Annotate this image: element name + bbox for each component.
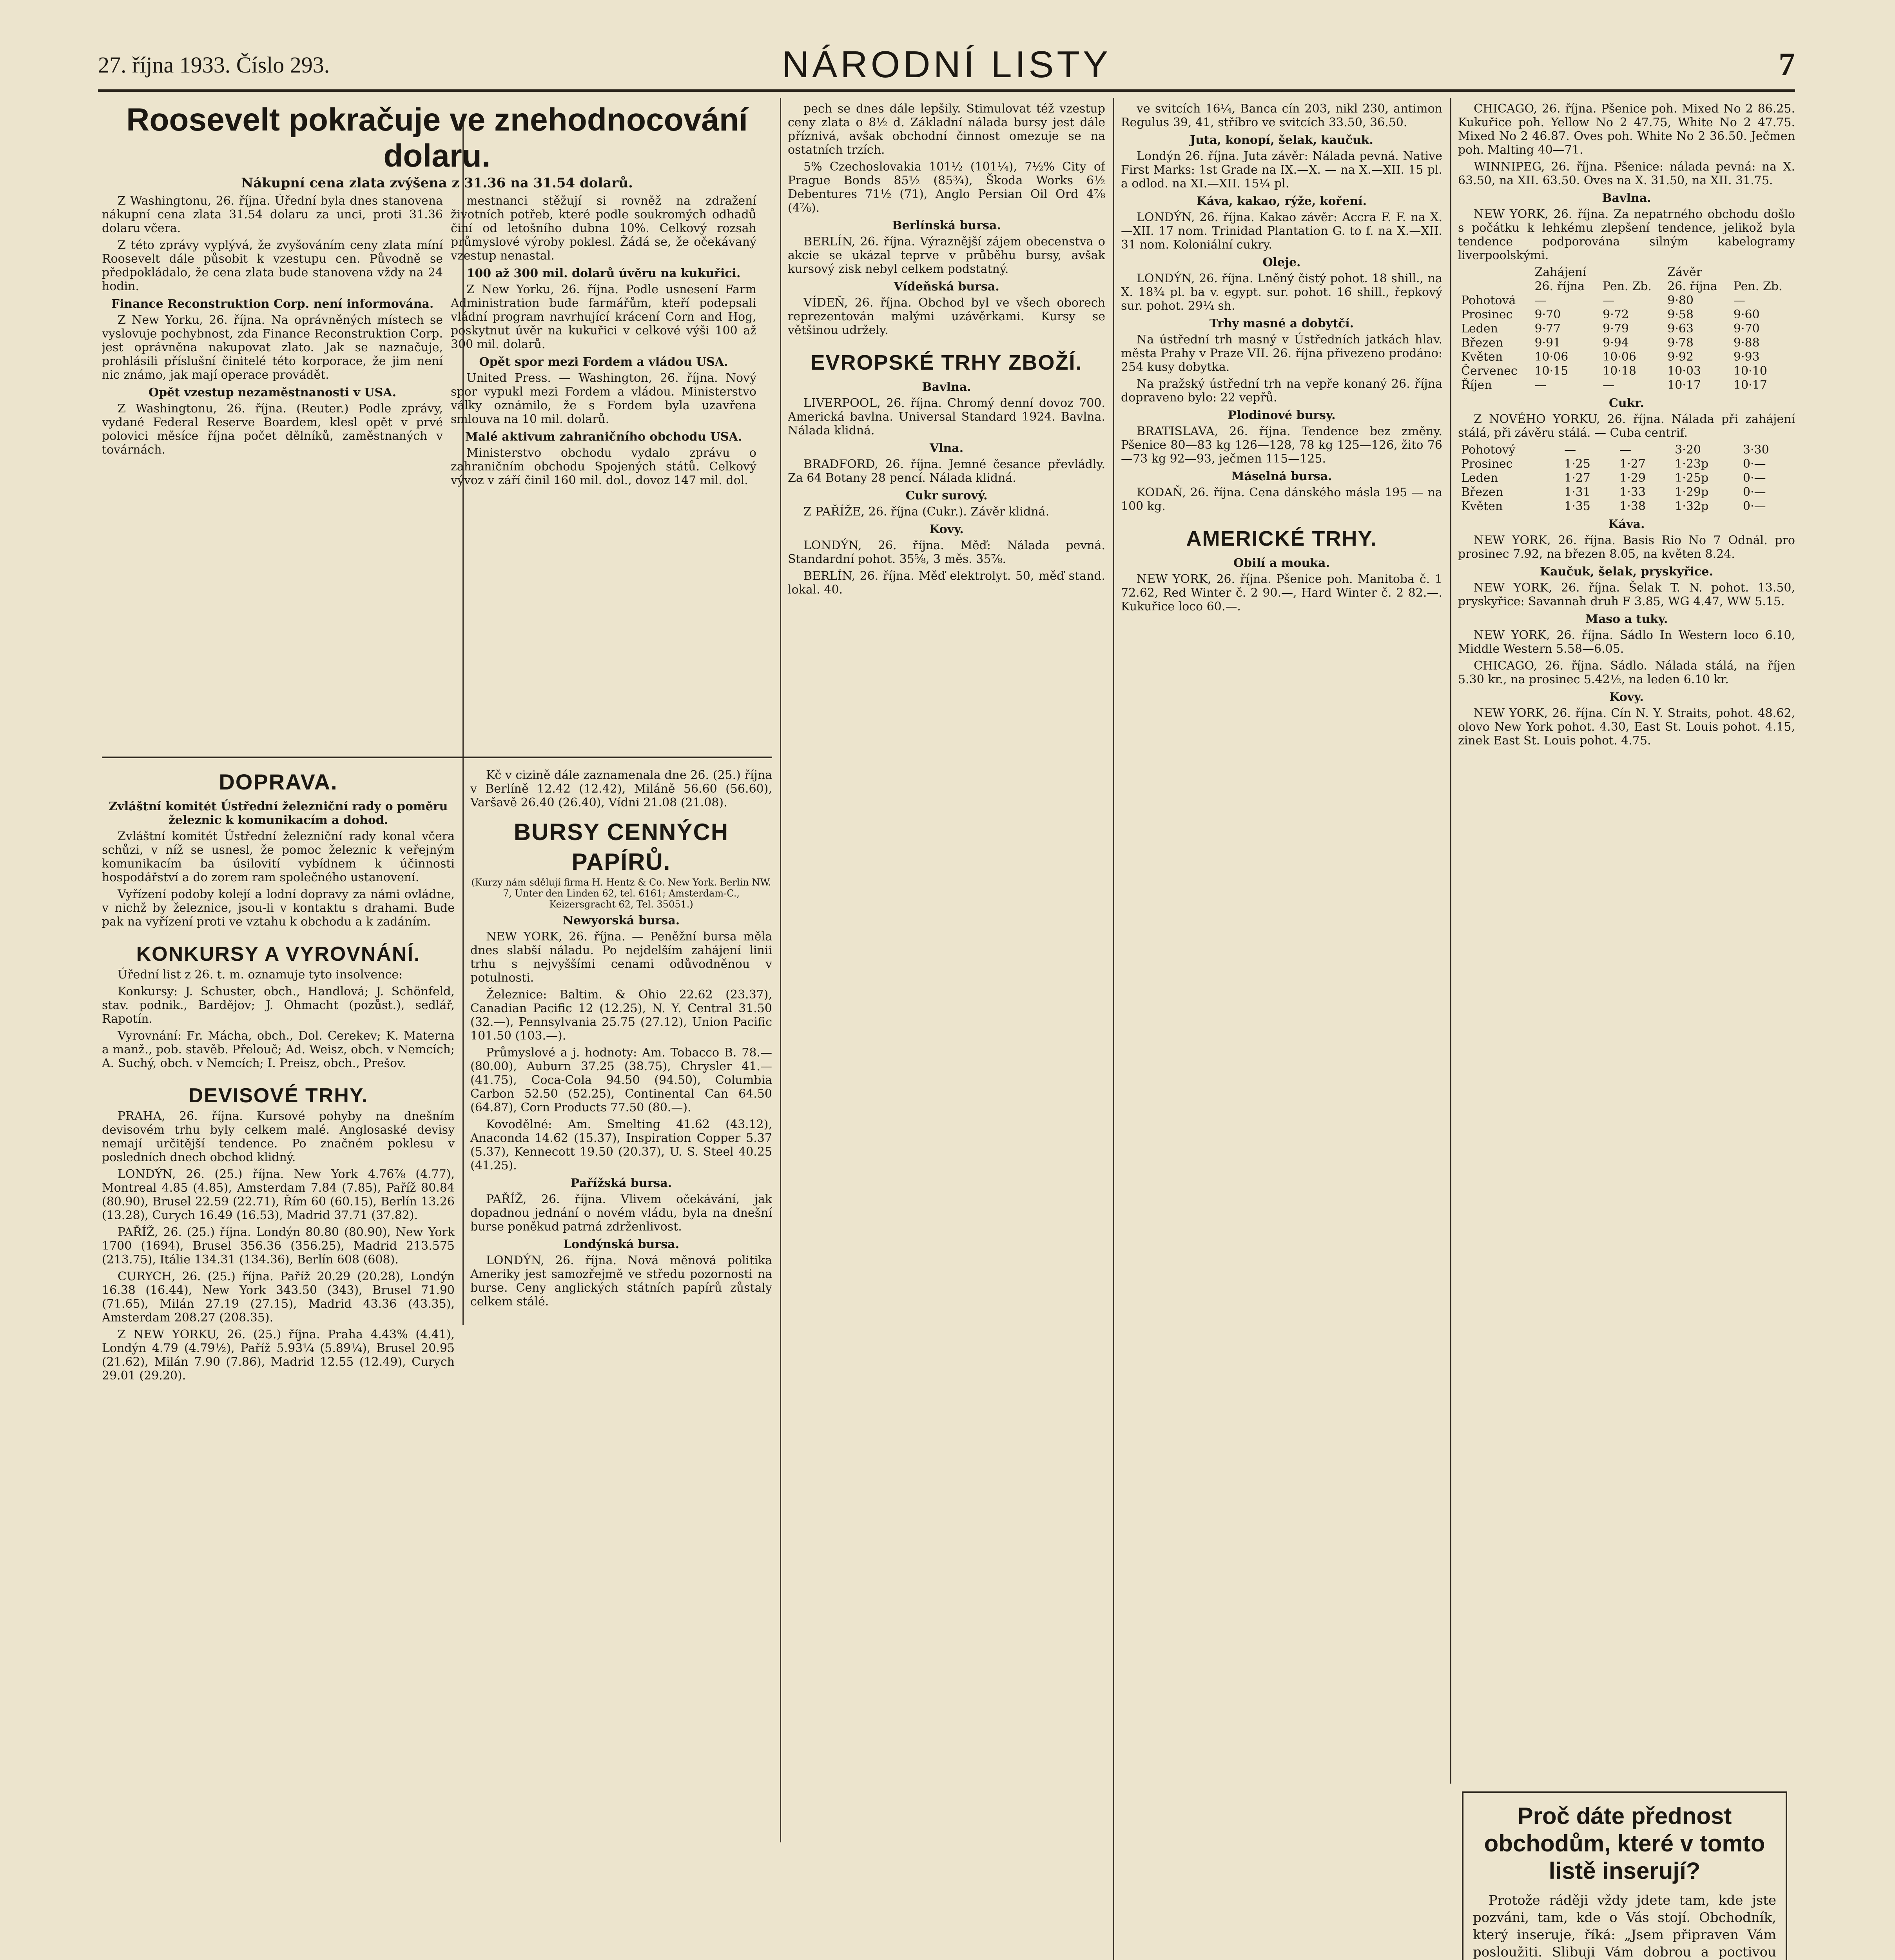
article-paragraph: LONDÝN, 26. října. Kakao závěr: Accra F. F. na X.—XII. 17 nom. Trinidad Plantation G. to f. na X.—XII. 31 nom. Koloniální cukry.	[1121, 211, 1442, 252]
table-cell: 9·79	[1603, 322, 1629, 336]
table-cell	[1599, 265, 1664, 279]
table-cell: 9·63	[1667, 322, 1694, 336]
section-heading: Oleje.	[1262, 256, 1301, 269]
article-paragraph: CURYCH, 26. (25.) října. Paříž 20.29 (20.28), Londýn 16.38 (16.44), New York 343.50 (343), Brusel 71.90 (71.65), Milán 27.19 (27.15), Madrid 43.36 (43.35), Amsterdam 208.27 (208.35).	[102, 1270, 455, 1325]
article-paragraph: Vyřízení podoby kolejí a lodní dopravy za námi ovládne, v nichž by železnice, jsou-li v kontaktu s drahami. Bude pak na vyřízení proti ve vztahu k obchodu a k zadáním.	[102, 887, 455, 929]
table-row	[1458, 485, 1795, 499]
section-heading: Plodinové bursy.	[1228, 408, 1336, 422]
article-paragraph: Z New Yorku, 26. října. Na oprávněných místech se vyslovuje pochybnost, zda Finance Reconstruktion Corp. jest oprávněna nakupovat zlato. Jak se naznačuje, prohlásili příslušní činitelé této korporace, že jim není nic známo, jak mají operace provádět.	[102, 313, 443, 382]
table-cell: 1·35	[1564, 499, 1590, 513]
table-cell: 3·20	[1675, 443, 1701, 457]
article-paragraph: NEW YORK, 26. října. Za nepatrného obchodu došlo s počátku k lehkému zlepšení tendence, jelikož byla tendence podporována silným kabelogramy liverpoolskými.	[1458, 207, 1795, 262]
article-paragraph: Z PAŘÍŽE, 26. října (Cukr.). Závěr klidná.	[803, 505, 1050, 519]
section-heading: Maso a tuky.	[1585, 612, 1668, 626]
article-paragraph: Na pražský ústřední trh na vepře konaný 26. října dopraveno bylo: 22 vepřů.	[1121, 377, 1442, 405]
section-title-americke: AMERICKÉ TRHY.	[1186, 527, 1377, 550]
table-cell: 26. října	[1534, 279, 1585, 293]
table-cell: Prosinec	[1461, 457, 1513, 471]
table-cell: 9·70	[1733, 322, 1760, 336]
table-cell: 9·94	[1603, 336, 1629, 350]
advert-box	[1462, 1791, 1787, 1960]
table-cell: Květen	[1461, 499, 1503, 513]
section-heading: Obilí a mouka.	[1233, 556, 1330, 570]
article-paragraph: Z NOVÉHO YORKU, 26. října. Nálada při zahájení stálá, při závěru stálá. — Cuba centrif.	[1458, 412, 1795, 440]
column-separator	[1113, 98, 1114, 1960]
section-rule	[102, 757, 772, 758]
section-heading: Finance Reconstruktion Corp. není informována.	[111, 297, 434, 311]
table-row	[1458, 308, 1795, 322]
section-heading: Vídeňská bursa.	[894, 280, 999, 294]
section-heading: Vlna.	[929, 441, 964, 455]
table-cell: 9·88	[1733, 336, 1760, 350]
article-paragraph: NEW YORK, 26. října. Basis Rio No 7 Odnál. pro prosinec 7.92, na březen 8.05, na květen 8.24.	[1458, 534, 1795, 561]
article-paragraph: LONDÝN, 26. října. Měď: Nálada pevná. Standardní pohot. 35⅝, 3 měs. 35⅞.	[788, 539, 1105, 566]
advert-title: Proč dáte přednost obchodům, které v tomto listě inserují?	[1484, 1803, 1765, 1884]
table-cell: 1·29p	[1675, 485, 1709, 499]
section-heading: Berlínská bursa.	[892, 219, 1001, 232]
section-heading: Káva.	[1608, 517, 1645, 531]
table-cell: —	[1564, 443, 1576, 457]
article-paragraph: NEW YORK, 26. října. Cín N. Y. Straits, pohot. 48.62, olovo New York pohot. 4.30, East St. Louis pohot. 4.15, zinek East St. Louis pohot. 4.75.	[1458, 706, 1795, 748]
article-paragraph: LIVERPOOL, 26. října. Chromý denní dovoz 700. Americká bavlna. Universal Standard 1924. Bavlna. Nálada klidná.	[788, 396, 1105, 437]
table-cell: 9·70	[1534, 308, 1561, 321]
table-cell: 10·17	[1667, 378, 1701, 392]
article-paragraph: ve svitcích 16¼, Banca cín 203, nikl 230, antimon Regulus 39, 41, stříbro ve svitcích 33.50, 36.50.	[1121, 102, 1442, 129]
table-cell: —	[1733, 294, 1745, 307]
article-paragraph: Vyrovnání: Fr. Mácha, obch., Dol. Cerekev; K. Materna a manž., pob. stavěb. Přelouč; Ad. Weisz, obch. v Nemcích; A. Suchý, obch. v Nemcích; I. Preisz, obch., Prešov.	[102, 1029, 455, 1070]
table-row	[1458, 378, 1795, 392]
article-paragraph: United Press. — Washington, 26. října. Nový spor vypukl mezi Fordem a vládou. Ministerstvo války oznámilo, že s Fordem byla uzavřena smlouva na 10 mil. dolarů.	[451, 371, 756, 426]
section-heading: Opět vzestup nezaměstnanosti v USA.	[148, 386, 397, 399]
article-subtitle: Nákupní cena zlata zvýšena z 31.36 na 31.54 dolarů.	[241, 175, 633, 191]
article-paragraph: Z NEW YORKU, 26. (25.) října. Praha 4.43% (4.41), Londýn 4.79 (4.79½), Paříž 5.93¼ (5.89¼), Brusel 20.95 (21.62), Milán 7.90 (7.86), Madrid 12.55 (12.49), Curych 29.01 (29.20).	[102, 1328, 455, 1383]
table-cell: —	[1603, 294, 1615, 307]
section-heading: Bavlna.	[1602, 191, 1651, 205]
article-paragraph: PAŘÍŽ, 26. (25.) října. Londýn 80.80 (80.90), New York 1700 (1694), Brusel 356.36 (356.25), Madrid 213.575 (213.75), Itálie 134.31 (134.36), Berlín 608 (608).	[102, 1225, 455, 1267]
article-paragraph: Konkursy: J. Schuster, obch., Handlová; J. Schönfeld, stav. podnik., Bardějov; J. Ohmacht (pozůst.), sedlář, Rapotín.	[102, 985, 455, 1026]
table-cell: 10·17	[1733, 378, 1767, 392]
table-cell: Leden	[1461, 471, 1498, 485]
table-cell: 3·30	[1743, 443, 1769, 457]
sugar-rows	[1458, 443, 1795, 514]
section-title-konkursy: KONKURSY A VYROVNÁNÍ.	[136, 943, 421, 965]
table-row	[1458, 443, 1795, 457]
section-title-bursy: BURSY CENNÝCH PAPÍRŮ.	[513, 819, 729, 875]
article-paragraph: PRAHA, 26. října. Kursové pohyby na dnešním devisovém trhu byly celkem malé. Anglosaské devisy nemají určitější tendence. Po značném poklesu v posledních dnech obchod klidný.	[102, 1109, 455, 1164]
cotton-table	[1458, 265, 1795, 392]
article-paragraph: BERLÍN, 26. října. Měď elektrolyt. 50, měď stand. lokal. 40.	[788, 569, 1105, 597]
table-row	[1458, 350, 1795, 364]
table-cell: Pen. Zb.	[1733, 279, 1783, 293]
table-cell: 1·31	[1564, 485, 1590, 499]
section-heading: Káva, kakao, rýže, koření.	[1196, 194, 1367, 208]
section-title-evropske: EVROPSKÉ TRHY ZBOŽÍ.	[811, 351, 1083, 374]
table-cell: Březen	[1461, 336, 1503, 350]
table-row	[1458, 364, 1795, 378]
header-rule	[98, 89, 1795, 92]
table-cell: 9·80	[1667, 294, 1694, 307]
advert-body: Protože ráději vždy jdete tam, kde jste pozváni, tam, kde o Vás stojí. Obchodník, který inseruje, říká: „Jsem připraven Vám posloužiti. Slibuji Vám dobrou a poctivou	[1473, 1893, 1776, 1960]
cotton-rows	[1458, 294, 1795, 392]
section-heading: Opět spor mezi Fordem a vládou USA.	[479, 355, 728, 369]
table-cell: 10·18	[1603, 364, 1637, 378]
section-heading: Cukr.	[1609, 396, 1644, 410]
table-cell: Pohotový	[1461, 443, 1516, 457]
section-heading: Kovy.	[1609, 690, 1644, 704]
section-heading: Kaučuk, šelak, pryskyřice.	[1540, 565, 1713, 579]
table-cell: 1·32p	[1675, 499, 1709, 513]
section-heading: Máselná bursa.	[1231, 470, 1332, 483]
table-cell: 10·06	[1534, 350, 1569, 364]
article-paragraph: BRADFORD, 26. října. Jemné česance převládly. Za 64 Botany 28 pencí. Nálada klidná.	[788, 457, 1105, 485]
column-1-lower	[102, 768, 455, 1960]
article-paragraph: Úřední list z 26. t. m. oznamuje tyto insolvence:	[118, 968, 403, 982]
article-paragraph: KODAŇ, 26. října. Cena dánského másla 195 — na 100 kg.	[1121, 486, 1442, 513]
table-row	[1458, 471, 1795, 485]
article-paragraph: NEW YORK, 26. října. Sádlo In Western loco 6.10, Middle Western 5.58—6.05.	[1458, 628, 1795, 656]
table-cell: 10·03	[1667, 364, 1701, 378]
section-heading: Pařížská bursa.	[570, 1176, 672, 1190]
table-cell: Pen. Zb.	[1603, 279, 1652, 293]
table-cell: Závěr	[1667, 265, 1702, 279]
table-cell: 1·29	[1619, 471, 1646, 485]
article-paragraph: Průmyslové a j. hodnoty: Am. Tobacco B. 78.— (80.00), Auburn 37.25 (38.75), Chrysler 41.— (41.75), Coca-Cola 94.50 (94.50), Columbia Carbon 52.50 (52.25), Continental Can 64.50 (64.87), Corn Products 77.50 (80.—).	[470, 1046, 772, 1114]
table-row	[1458, 457, 1795, 471]
article-paragraph: Ministerstvo obchodu vydalo zprávu o zahraničním obchodu Spojených států. Celkový vývoz v září činil 160 mil. dol., dovoz 147 mil. dol.	[451, 446, 756, 487]
table-cell: Pohotová	[1461, 294, 1516, 307]
table-cell: 9·72	[1603, 308, 1629, 321]
table-cell: 9·93	[1733, 350, 1760, 364]
table-cell: 1·27	[1619, 457, 1646, 471]
article-paragraph: Železnice: Baltim. & Ohio 22.62 (23.37), Canadian Pacific 12 (12.25), N. Y. Central 31.50 (32.—), Pennsylvania 25.75 (27.12), Union Pacific 101.50 (103.—).	[470, 988, 772, 1043]
table-cell: 0·—	[1743, 471, 1766, 485]
article-paragraph: NEW YORK, 26. října. Šelak T. N. pohot. 13.50, pryskyřice: Savannah druh F 3.85, WG 4.47, WW 5.15.	[1458, 581, 1795, 608]
table-cell: 9·77	[1534, 322, 1561, 336]
article-paragraph: Kč v cizině dále zaznamenala dne 26. (25.) října v Berlíně 12.42 (12.42), Miláně 56.60 (56.60), Varšavě 26.40 (26.40), Vídni 21.08 (21.08).	[470, 768, 772, 809]
article-title: Roosevelt pokračuje ve znehodnocování dolaru.	[126, 102, 748, 174]
page-header	[98, 43, 1795, 86]
table-cell: 26. října	[1667, 279, 1717, 293]
table-cell: 9·78	[1667, 336, 1694, 350]
article-paragraph: LONDÝN, 26. října. Lněný čistý pohot. 18 shill., na X. 18¾ pl. ba v. egypt. sur. pohot. 16 shill., řepkový sur. pohot. 29¼ sh.	[1121, 272, 1442, 313]
table-cell: 10·06	[1603, 350, 1637, 364]
table-cell: 0·—	[1743, 485, 1766, 499]
masthead: NÁRODNÍ LISTY	[782, 44, 1112, 85]
table-cell	[1458, 279, 1531, 294]
table-cell: 1·25	[1564, 457, 1590, 471]
section-heading: Newyorská bursa.	[562, 914, 680, 927]
table-row	[1458, 279, 1795, 294]
table-cell: Leden	[1461, 322, 1498, 336]
table-cell: 9·91	[1534, 336, 1561, 350]
table-cell	[1458, 265, 1531, 279]
table-cell: 1·25p	[1675, 471, 1709, 485]
table-cell: —	[1534, 294, 1547, 307]
table-cell: Říjen	[1461, 378, 1492, 392]
article-paragraph: Z této zprávy vyplývá, že zvyšováním ceny zlata míní Roosevelt dále působit k vzestupu cen. Původně se předpokládalo, že cena zlata bude stanovena vždy na 24 hodin.	[102, 238, 443, 293]
table-row	[1458, 294, 1795, 308]
article-paragraph: BRATISLAVA, 26. října. Tendence bez změny. Pšenice 80—83 kg 126—128, 78 kg 125—126, žito 76—73 kg 92—93, ječmen 115—125.	[1121, 425, 1442, 466]
issue-date: 27. října 1933. Číslo 293.	[98, 52, 330, 78]
table-cell: —	[1534, 378, 1547, 392]
table-cell: 1·27	[1564, 471, 1590, 485]
table-cell: 10·10	[1733, 364, 1767, 378]
table-cell: 0·—	[1743, 457, 1766, 471]
table-cell: Prosinec	[1461, 308, 1513, 321]
article-paragraph: Na ústřední trh masný v Ústředních jatkách hlav. města Prahy v Praze VII. 26. října přivezeno prodáno: 254 kusy dobytka.	[1121, 333, 1442, 374]
article-paragraph: LONDÝN, 26. října. Nová měnová politika Ameriky jest samozřejmě ve středu pozornosti na burse. Ceny anglických státních papírů zůstaly celkem stálé.	[470, 1254, 772, 1308]
article-paragraph: Z Washingtonu, 26. října. Úřední byla dnes stanovena nákupní cena zlata 31.54 dolaru za unci, proti 31.36 dolaru včera.	[102, 194, 443, 235]
column-separator	[1450, 98, 1451, 1784]
article-paragraph: Z New Yorku, 26. října. Podle usnesení Farm Administration bude farmářům, kteří podepsali vládní program navrhující krácení Corn and Hog, poskytnut úvěr na kukuřici v celkové výši 100 až 300 mil. dolarů.	[451, 283, 756, 351]
table-row	[1458, 265, 1795, 279]
article-paragraph: CHICAGO, 26. října. Pšenice poh. Mixed No 2 86.25. Kukuřice poh. Yellow No 2 47.75, White No 2 47.75. Mixed No 2 46.87. Oves poh. White No 2 36.50. Ječmen poh. Malting 40—71.	[1458, 102, 1795, 157]
article-paragraph: Kovodělné: Am. Smelting 41.62 (43.12), Anaconda 14.62 (15.37), Inspiration Copper 5.37 (5.37), Kennecott 19.50 (20.37), U. S. Steel 40.25 (41.25).	[470, 1118, 772, 1172]
table-cell: 1·38	[1619, 499, 1646, 513]
column-5	[1458, 102, 1795, 1780]
table-cell: 0·—	[1743, 499, 1766, 513]
article-paragraph: WINNIPEG, 26. října. Pšenice: nálada pevná: na X. 63.50, na XII. 63.50. Oves na X. 31.50, na XII. 31.75.	[1458, 160, 1795, 187]
table-cell	[1730, 265, 1795, 279]
table-cell: Květen	[1461, 350, 1503, 364]
article-paragraph: LONDÝN, 26. (25.) října. New York 4.76⅞ (4.77), Montreal 4.85 (4.85), Amsterdam 7.84 (7.85), Paříž 80.84 (80.90), Brusel 22.59 (22.71), Řím 60 (60.15), Berlín 13.26 (13.28), Curych 16.49 (16.53), Madrid 37.71 (37.82).	[102, 1167, 455, 1222]
table-row	[1458, 322, 1795, 336]
column-separator	[780, 98, 781, 1842]
column-3	[788, 102, 1105, 1835]
article-paragraph: CHICAGO, 26. října. Sádlo. Nálada stálá, na říjen 5.30 kr., na prosinec 5.42½, na leden 6.10 kr.	[1458, 659, 1795, 686]
section-heading: Zvláštní komitét Ústřední železniční rady o poměru železnic k komunikacím a dohod.	[109, 800, 448, 827]
section-heading: Londýnská bursa.	[563, 1238, 680, 1251]
table-cell: Zahájení	[1534, 265, 1587, 279]
section-heading: Kovy.	[929, 523, 964, 536]
section-heading: Malé aktivum zahraničního obchodu USA.	[465, 430, 742, 444]
table-row	[1458, 336, 1795, 350]
table-row	[1458, 499, 1795, 514]
article-paragraph: NEW YORK, 26. října. — Peněžní bursa měla dnes slabší náladu. Po nejdelším zahájení linii trhu s nejvyššími cenami odůvodněnou v potulnosti.	[470, 930, 772, 985]
article-paragraph: NEW YORK, 26. října. Pšenice poh. Manitoba č. 1 72.62, Red Winter č. 2 90.—, Hard Winter č. 2 82.—. Kukuřice loco 60.—.	[1121, 572, 1442, 613]
article-paragraph: BERLÍN, 26. října. Výraznější zájem obecenstva o akcie se ukázal teprve v průběhu bursy, avšak kursový zisk nebyl celkem podstatný.	[788, 235, 1105, 276]
table-cell: 1·33	[1619, 485, 1646, 499]
page-number: 7	[1779, 46, 1795, 83]
article-paragraph: pech se dnes dále lepšily. Stimulovat též vzestup ceny zlata o 8½ d. Základní nálada bursy jest dále příznivá, avšak obchodní činnost omezuje se na ostatních trzích.	[788, 102, 1105, 157]
column-4	[1121, 102, 1442, 1960]
article-roosevelt	[102, 102, 772, 749]
article-paragraph: Z Washingtonu, 26. října. (Reuter.) Podle zprávy, vydané Federal Reserve Boardem, klesl opět v prvé polovici měsíce října počet dělníků, zaměstnaných v továrnách.	[102, 402, 443, 457]
section-heading: 100 až 300 mil. dolarů úvěru na kukuřici.	[466, 267, 741, 280]
article-paragraph: PAŘÍŽ, 26. října. Vlivem očekávání, jak dopadnou jednání o novém vládu, byla na dnešní burse poněkud patrná zdrženlivost.	[470, 1192, 772, 1234]
sugar-table	[1458, 443, 1795, 514]
section-title-doprava: DOPRAVA.	[219, 769, 338, 794]
bursy-note: (Kurzy nám sdělují firma H. Hentz & Co. New York. Berlin NW. 7, Unter den Linden 62, tel. 6161; Amsterdam-C., Keizersgracht 62, Tel. 35051.)	[471, 877, 771, 910]
table-cell: 9·58	[1667, 308, 1694, 321]
section-heading: Trhy masné a dobytčí.	[1209, 317, 1354, 330]
article-paragraph: Zvláštní komitét Ústřední železniční rady konal včera schůzi, v níž se usnesl, že pomoc železnic k veřejným komunikacím ba úsilovití vybídnem k účinnosti hospodářství a do zorem ram společného ustanovení.	[102, 829, 455, 884]
section-heading: Cukr surový.	[905, 489, 988, 503]
column-2-lower	[470, 768, 772, 1960]
table-cell: 10·15	[1534, 364, 1569, 378]
article-paragraph: Londýn 26. října. Juta závěr: Nálada pevná. Native First Marks: 1st Grade na IX.—X. — na X.—XII. 15 pl. a odlod. na XI.—XII. 15¼ pl.	[1121, 149, 1442, 191]
table-cell: 9·92	[1667, 350, 1694, 364]
table-cell: 9·60	[1733, 308, 1760, 321]
table-cell: Červenec	[1461, 364, 1518, 378]
section-heading: Juta, konopí, šelak, kaučuk.	[1190, 133, 1373, 147]
table-cell: —	[1619, 443, 1632, 457]
article-paragraph: VÍDEŇ, 26. října. Obchod byl ve všech oborech reprezentován malými uzávěrkami. Kursy se většinou udržely.	[788, 296, 1105, 337]
section-heading: Bavlna.	[922, 380, 971, 394]
section-title-devisy: DEVISOVÉ TRHY.	[188, 1084, 368, 1107]
table-cell: Březen	[1461, 485, 1503, 499]
table-cell: —	[1603, 378, 1615, 392]
article-paragraph: mestnanci stěžují si rovněž na zdražení životních potřeb, které podle soukromých odhadů činí od letošního dubna 10%. Celkový rozsah průmyslové výroby poklesl. Žádá se, že očekávaný vzestup nenastal.	[451, 194, 756, 263]
table-cell: 1·23p	[1675, 457, 1709, 471]
article-paragraph: 5% Czechoslovakia 101½ (101¼), 7½% City of Prague Bonds 85½ (85¾), Škoda Works 6½ Debentures 71½ (71), Anglo Persian Oil Ord 4⅞ (4⅞).	[788, 160, 1105, 215]
